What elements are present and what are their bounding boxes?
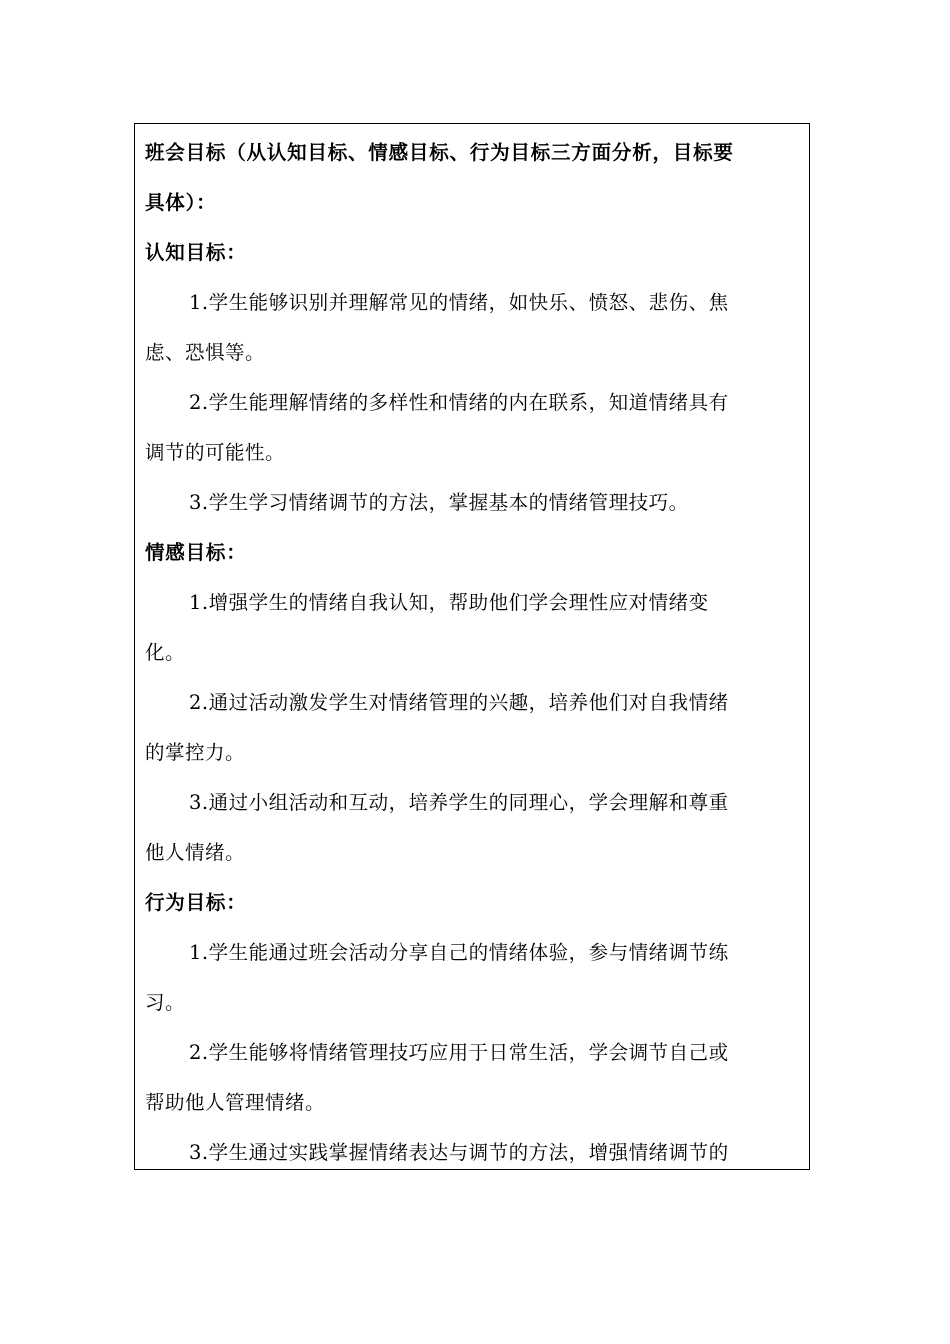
list-item: 3.学生通过实践掌握情绪表达与调节的方法，增强情绪调节的 xyxy=(189,1141,729,1164)
list-item: 2.学生能理解情绪的多样性和情绪的内在联系，知道情绪具有 xyxy=(189,391,729,414)
list-item-continuation: 的掌控力。 xyxy=(145,741,246,764)
section-title-cognitive: 认知目标： xyxy=(145,241,247,264)
list-item: 2.通过活动激发学生对情绪管理的兴趣，培养他们对自我情绪 xyxy=(189,691,729,714)
list-item-continuation: 他人情绪。 xyxy=(145,841,246,864)
goals-content xyxy=(145,128,795,1170)
list-item: 1.增强学生的情绪自我认知，帮助他们学会理性应对情绪变 xyxy=(189,591,709,614)
list-item: 1.学生能够识别并理解常见的情绪，如快乐、愤怒、悲伤、焦 xyxy=(189,291,729,314)
section-title-emotional: 情感目标： xyxy=(145,541,247,564)
section-title-behavioral: 行为目标： xyxy=(145,891,247,914)
heading-line: 具体）： xyxy=(145,191,217,214)
list-item-continuation: 化。 xyxy=(145,641,186,664)
list-item-continuation: 帮助他人管理情绪。 xyxy=(145,1091,326,1114)
list-item-continuation: 调节的可能性。 xyxy=(145,441,286,464)
list-item: 3.学生学习情绪调节的方法，掌握基本的情绪管理技巧。 xyxy=(189,491,689,514)
goals-table-cell xyxy=(134,123,810,1170)
list-item-continuation: 习。 xyxy=(145,991,186,1014)
list-item: 3.通过小组活动和互动，培养学生的同理心，学会理解和尊重 xyxy=(189,791,729,814)
list-item-continuation: 虑、恐惧等。 xyxy=(145,341,266,364)
heading-line: 班会目标（从认知目标、情感目标、行为目标三方面分析，目标要 xyxy=(145,141,734,164)
list-item: 2.学生能够将情绪管理技巧应用于日常生活，学会调节自己或 xyxy=(189,1041,729,1064)
list-item: 1.学生能通过班会活动分享自己的情绪体验，参与情绪调节练 xyxy=(189,941,729,964)
